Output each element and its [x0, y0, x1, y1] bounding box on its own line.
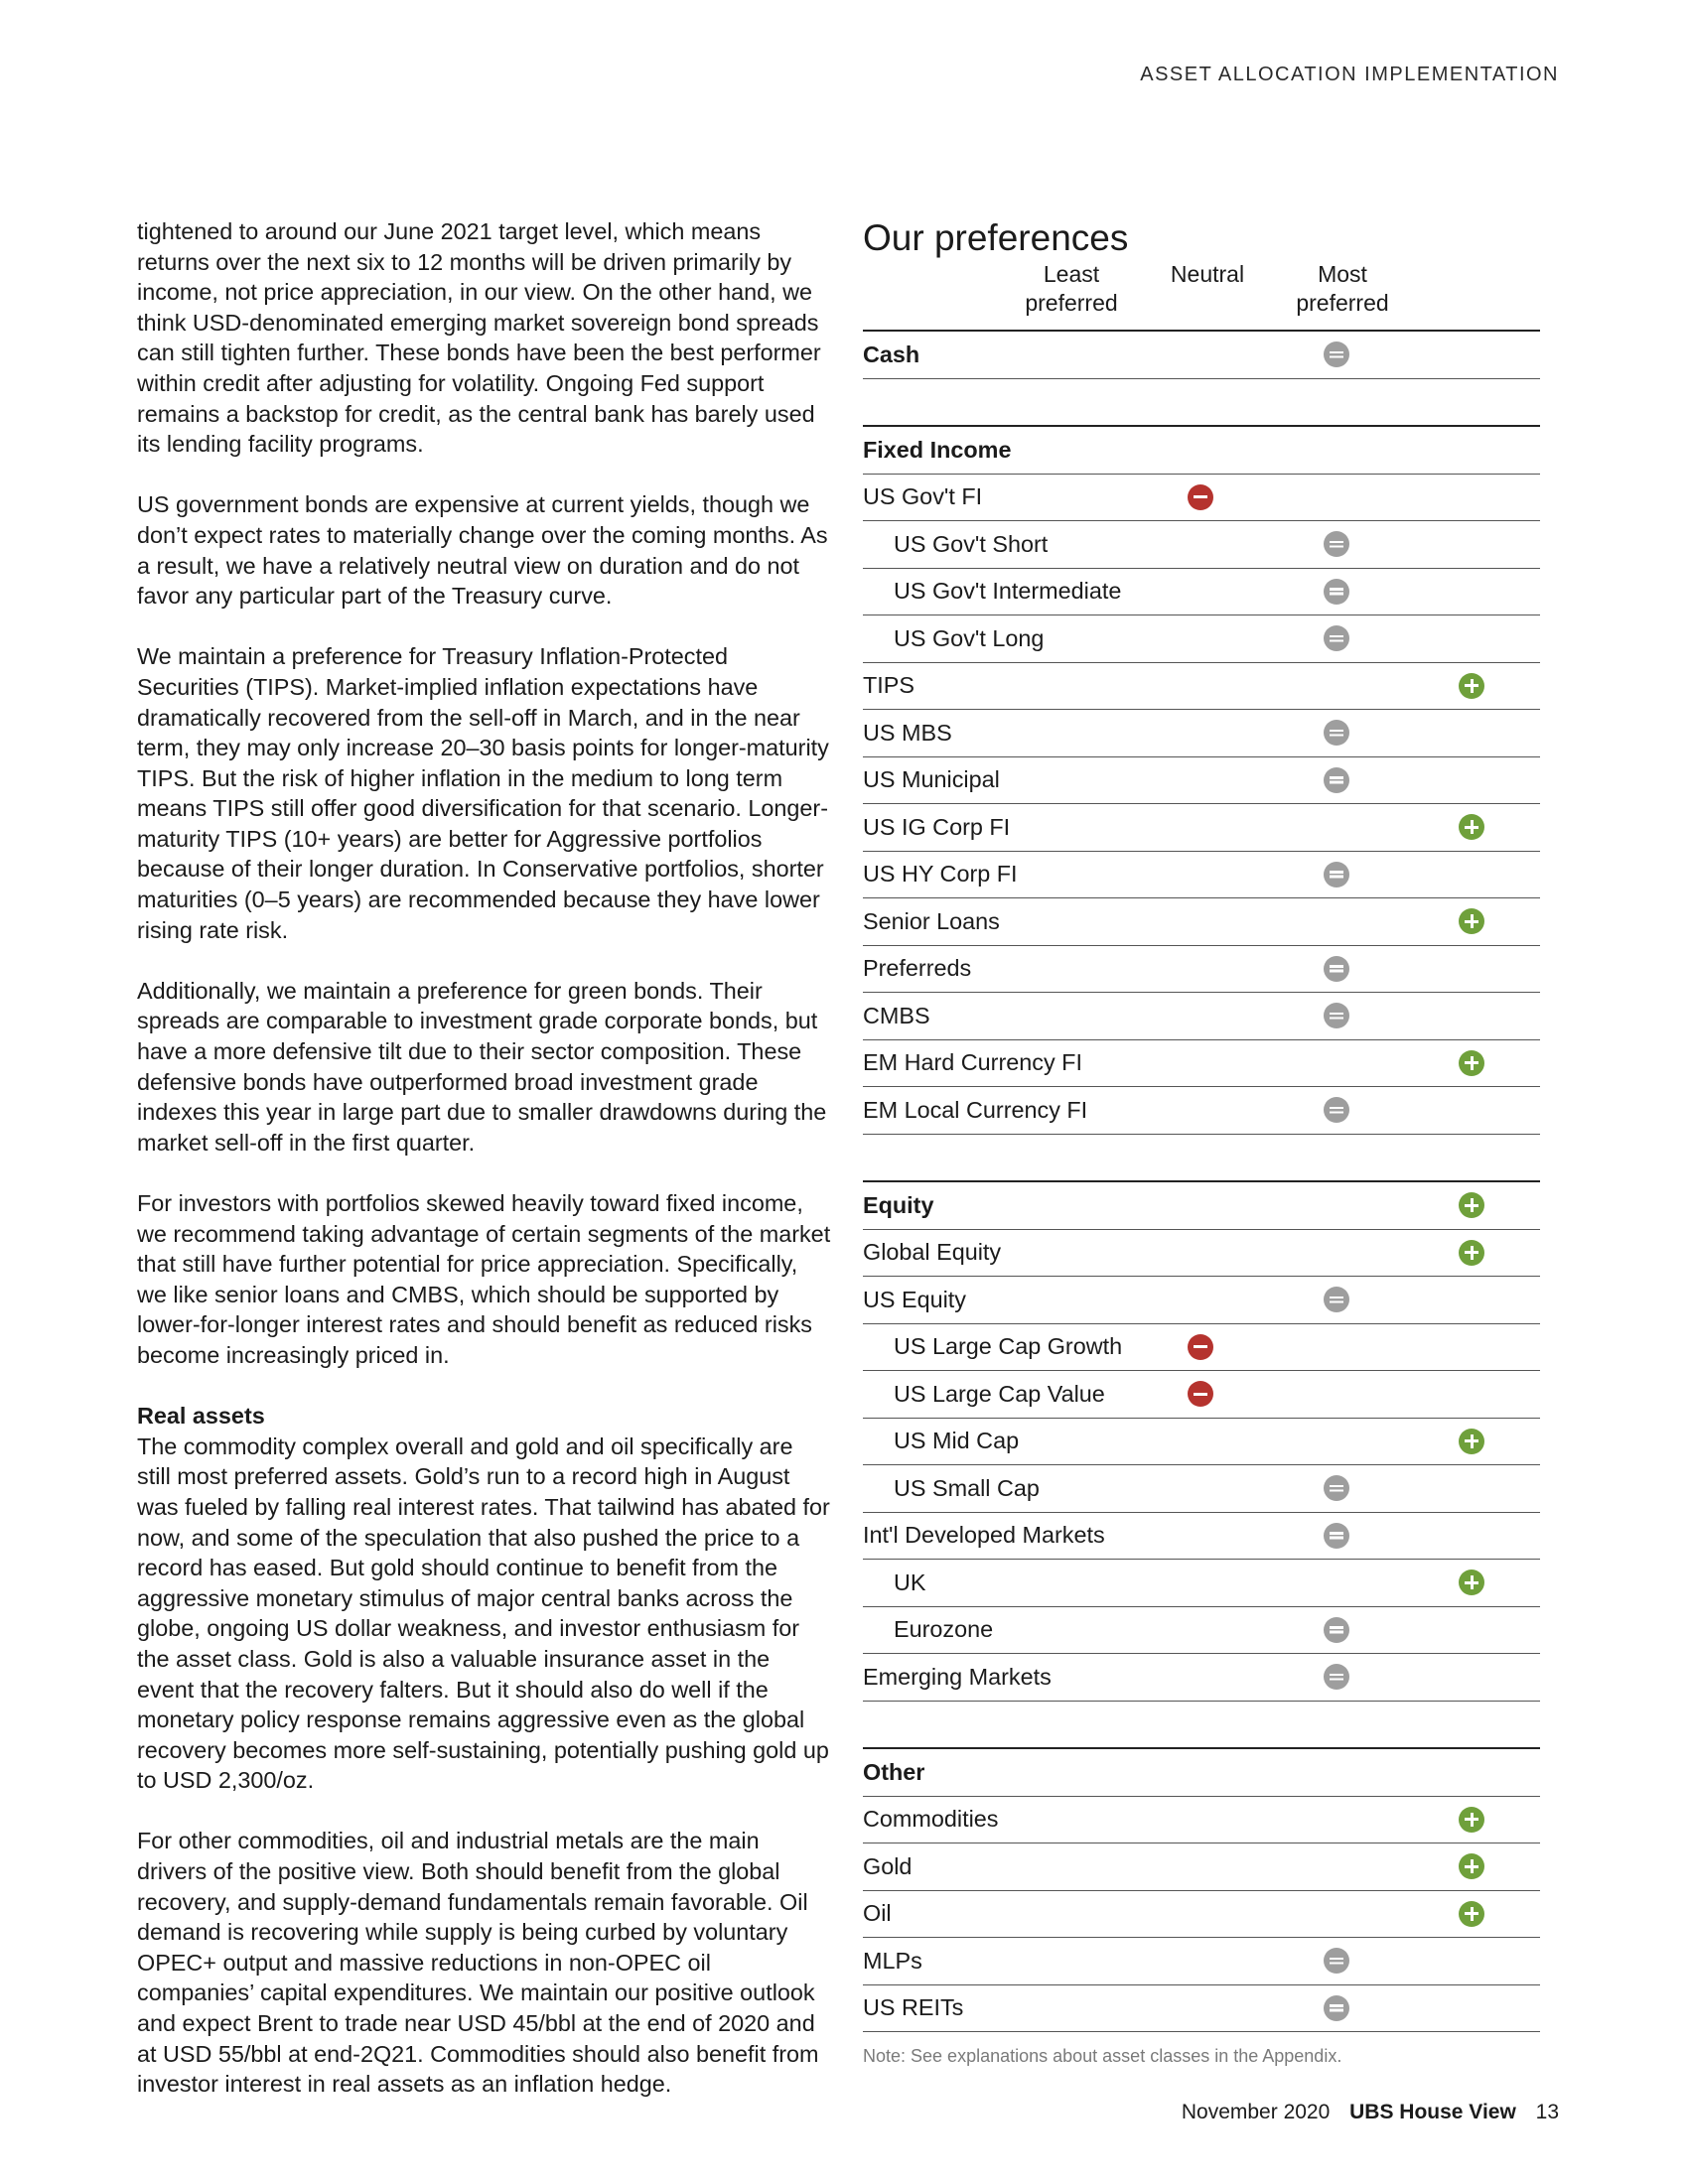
plus-circle-icon	[1459, 1570, 1484, 1595]
equals-circle-icon	[1324, 341, 1349, 367]
asset-class-label: EM Hard Currency FI	[863, 1049, 1082, 1076]
equals-circle-icon	[1324, 720, 1349, 746]
table-row	[863, 1797, 1540, 1844]
equals-circle-icon	[1324, 862, 1349, 887]
footer-brand: UBS House View	[1349, 2101, 1516, 2123]
asset-class-label: US Gov't Long	[894, 624, 1045, 651]
equals-circle-icon	[1324, 579, 1349, 605]
table-row	[863, 569, 1540, 616]
asset-class-label: Other	[863, 1758, 925, 1785]
equals-circle-icon	[1324, 1097, 1349, 1123]
plus-circle-icon	[1459, 1853, 1484, 1879]
asset-class-label: US Large Cap Growth	[894, 1333, 1123, 1360]
equals-circle-icon	[1324, 1948, 1349, 1974]
paragraph: We maintain a preference for Treasury Inflation-Protected Securities (TIPS). Market-implied inflation expectations have dramatically recovered from the sell-off in March, and in the near term, they may only increase 20–30 basis points for longer-maturity TIPS. But the risk of higher inflation in the medium to long term means TIPS still offer good diversification for that scenario. Longer-maturity TIPS (10+ years) are better for Aggressive portfolios because of their longer duration. In Conservative portfolios, shorter maturities (0–5 years) are recommended because they have lower rising rate risk.	[137, 643, 829, 943]
plus-circle-icon	[1459, 814, 1484, 840]
equals-circle-icon	[1324, 1995, 1349, 2021]
preferences-title: Our preferences	[863, 217, 1129, 258]
plus-circle-icon	[1459, 1240, 1484, 1266]
preferences-panel	[863, 216, 1540, 2067]
table-row	[863, 1419, 1540, 1466]
asset-class-label: Gold	[863, 1852, 913, 1879]
paragraph: For investors with portfolios skewed heavily toward fixed income, we recommend taking advantage of certain segments of the market that still have further potential for price appreciation. Specifically, we like senior loans and CMBS, which should be supported by lower-for-longer interest rates and should benefit as reduced risks become increasingly priced in.	[137, 1190, 831, 1368]
plus-circle-icon	[1459, 673, 1484, 699]
minus-circle-icon	[1188, 1334, 1213, 1360]
asset-class-label: US HY Corp FI	[863, 861, 1018, 887]
page-footer	[1182, 2101, 1559, 2124]
asset-class-label: US Municipal	[863, 766, 1000, 793]
table-row	[863, 757, 1540, 805]
asset-class-label: US Large Cap Value	[894, 1380, 1105, 1407]
footer-date: November 2020	[1181, 2101, 1331, 2123]
asset-class-label: US REITs	[863, 1994, 964, 2021]
table-row	[863, 1230, 1540, 1278]
asset-class-label: Emerging Markets	[863, 1663, 1052, 1690]
equals-circle-icon	[1324, 767, 1349, 793]
asset-class-label: TIPS	[863, 672, 914, 699]
section-subhead: Real assets	[137, 1403, 265, 1430]
table-group-row	[863, 332, 1540, 379]
table-spacer-row	[863, 379, 1540, 428]
table-row	[863, 1040, 1540, 1088]
table-row	[863, 1324, 1540, 1372]
paragraph: For other commodities, oil and industrial metals are the main drivers of the positive view. Both should benefit from the global recovery, and supply-demand fundamentals remain favorable. Oil demand is recovering while supply is being curbed by voluntary OPEC+ output and massive reductions in non-OPEC oil companies’ capital expenditures. We maintain our positive outlook and expect Brent to trade near USD 45/bbl at the end of 2020 and at USD 55/bbl at end-2Q21. Commodities should also benefit from investor interest in real assets as an inflation hedge.	[137, 1828, 819, 2098]
asset-class-label: EM Local Currency FI	[863, 1096, 1088, 1123]
plus-circle-icon	[1459, 1807, 1484, 1833]
equals-circle-icon	[1324, 1475, 1349, 1501]
asset-class-label: Fixed Income	[863, 436, 1012, 463]
table-spacer-row	[863, 1135, 1540, 1183]
table-row	[863, 1277, 1540, 1324]
table-row	[863, 804, 1540, 852]
asset-class-label: Oil	[863, 1900, 892, 1927]
preferences-table	[863, 330, 1540, 2032]
table-row	[863, 1087, 1540, 1135]
asset-class-label: US Gov't Intermediate	[894, 578, 1122, 605]
asset-class-label: Commodities	[863, 1806, 999, 1833]
equals-circle-icon	[1324, 956, 1349, 982]
asset-class-label: MLPs	[863, 1947, 922, 1974]
paragraph: tightened to around our June 2021 target level, which means returns over the next six to 12 months will be driven primarily by income, not price appreciation, in our view. On the other hand, we think USD-denominated emerging market sovereign bond spreads can still tighten further. These bonds have been the best performer within credit after adjusting for volatility. Ongoing Fed support remains a backstop for credit, as the central bank has barely used its lending facility programs.	[137, 218, 821, 458]
body-text-column	[137, 216, 832, 2129]
asset-class-label: US Small Cap	[894, 1474, 1040, 1501]
table-group-row	[863, 1182, 1540, 1230]
equals-circle-icon	[1324, 531, 1349, 557]
column-header-neutral: Neutral	[1170, 261, 1245, 287]
asset-class-label: Global Equity	[863, 1239, 1002, 1266]
table-row	[863, 1465, 1540, 1513]
asset-class-label: US Gov't Short	[894, 530, 1049, 557]
column-header-most-preferred: Most preferred	[1296, 261, 1389, 316]
paragraph: US government bonds are expensive at current yields, though we don’t expect rates to materially change over the coming months. As a result, we have a relatively neutral view on duration and do not favor any particular part of the Treasury curve.	[137, 491, 828, 610]
table-row	[863, 475, 1540, 522]
asset-class-label: US Equity	[863, 1286, 967, 1312]
table-row	[863, 1371, 1540, 1419]
plus-circle-icon	[1459, 1192, 1484, 1218]
plus-circle-icon	[1459, 908, 1484, 934]
asset-class-label: US Gov't FI	[863, 483, 983, 510]
table-group-row	[863, 1749, 1540, 1797]
asset-class-label: UK	[894, 1569, 926, 1595]
asset-class-label: US MBS	[863, 719, 952, 746]
minus-circle-icon	[1188, 1381, 1213, 1407]
paragraph: The commodity complex overall and gold and oil specifically are still most preferred assets. Gold’s run to a record high in August was fueled by falling real interest rates. That tailwind has abated for now, and some of the speculation that also pushed the price to a record has eased. But gold should continue to benefit from the aggressive monetary stimulus of major central banks across the globe, ongoing US dollar weakness, and investor enthusiasm for the asset class. Gold is also a valuable insurance asset in the event that the recovery falters. But it should also do well if the monetary policy response remains aggressive even as the global recovery becomes more self-sustaining, potentially pushing gold up to USD 2,300/oz.	[137, 1433, 830, 1794]
running-head: ASSET ALLOCATION IMPLEMENTATION	[1140, 64, 1559, 85]
equals-circle-icon	[1324, 1664, 1349, 1690]
asset-class-label: Cash	[863, 341, 920, 367]
table-row	[863, 663, 1540, 711]
equals-circle-icon	[1324, 625, 1349, 651]
asset-class-label: US IG Corp FI	[863, 813, 1011, 840]
table-row	[863, 710, 1540, 757]
table-row	[863, 1513, 1540, 1561]
table-row	[863, 1985, 1540, 2033]
table-row	[863, 1560, 1540, 1607]
table-row	[863, 1607, 1540, 1655]
asset-class-label: CMBS	[863, 1002, 930, 1028]
equals-circle-icon	[1324, 1003, 1349, 1028]
table-row	[863, 852, 1540, 899]
column-header-least-preferred: Least preferred	[1025, 261, 1118, 316]
table-group-row	[863, 427, 1540, 475]
table-row	[863, 615, 1540, 663]
page-number: 13	[1535, 2101, 1559, 2123]
preference-column-headers	[863, 260, 1540, 330]
equals-circle-icon	[1324, 1287, 1349, 1312]
table-row	[863, 1654, 1540, 1702]
table-row	[863, 898, 1540, 946]
asset-class-label: Equity	[863, 1191, 934, 1218]
asset-class-label: Preferreds	[863, 955, 972, 982]
asset-class-label: Eurozone	[894, 1616, 994, 1643]
equals-circle-icon	[1324, 1617, 1349, 1643]
table-row	[863, 946, 1540, 994]
table-row	[863, 1938, 1540, 1985]
table-row	[863, 521, 1540, 569]
table-row	[863, 1891, 1540, 1939]
table-row	[863, 1843, 1540, 1891]
asset-class-label: Senior Loans	[863, 907, 1000, 934]
table-note: Note: See explanations about asset classes in the Appendix.	[863, 2046, 1342, 2066]
equals-circle-icon	[1324, 1523, 1349, 1549]
table-spacer-row	[863, 1702, 1540, 1750]
plus-circle-icon	[1459, 1050, 1484, 1076]
minus-circle-icon	[1188, 484, 1213, 510]
paragraph: Additionally, we maintain a preference for green bonds. Their spreads are comparable to investment grade corporate bonds, but have a more defensive tilt due to their sector composition. These defensive bonds have outperformed broad investment grade indexes this year in large part due to smaller drawdowns during the market sell-off in the first quarter.	[137, 977, 827, 1156]
asset-class-label: US Mid Cap	[894, 1428, 1020, 1454]
table-row	[863, 993, 1540, 1040]
plus-circle-icon	[1459, 1429, 1484, 1454]
asset-class-label: Int'l Developed Markets	[863, 1522, 1105, 1549]
plus-circle-icon	[1459, 1901, 1484, 1927]
